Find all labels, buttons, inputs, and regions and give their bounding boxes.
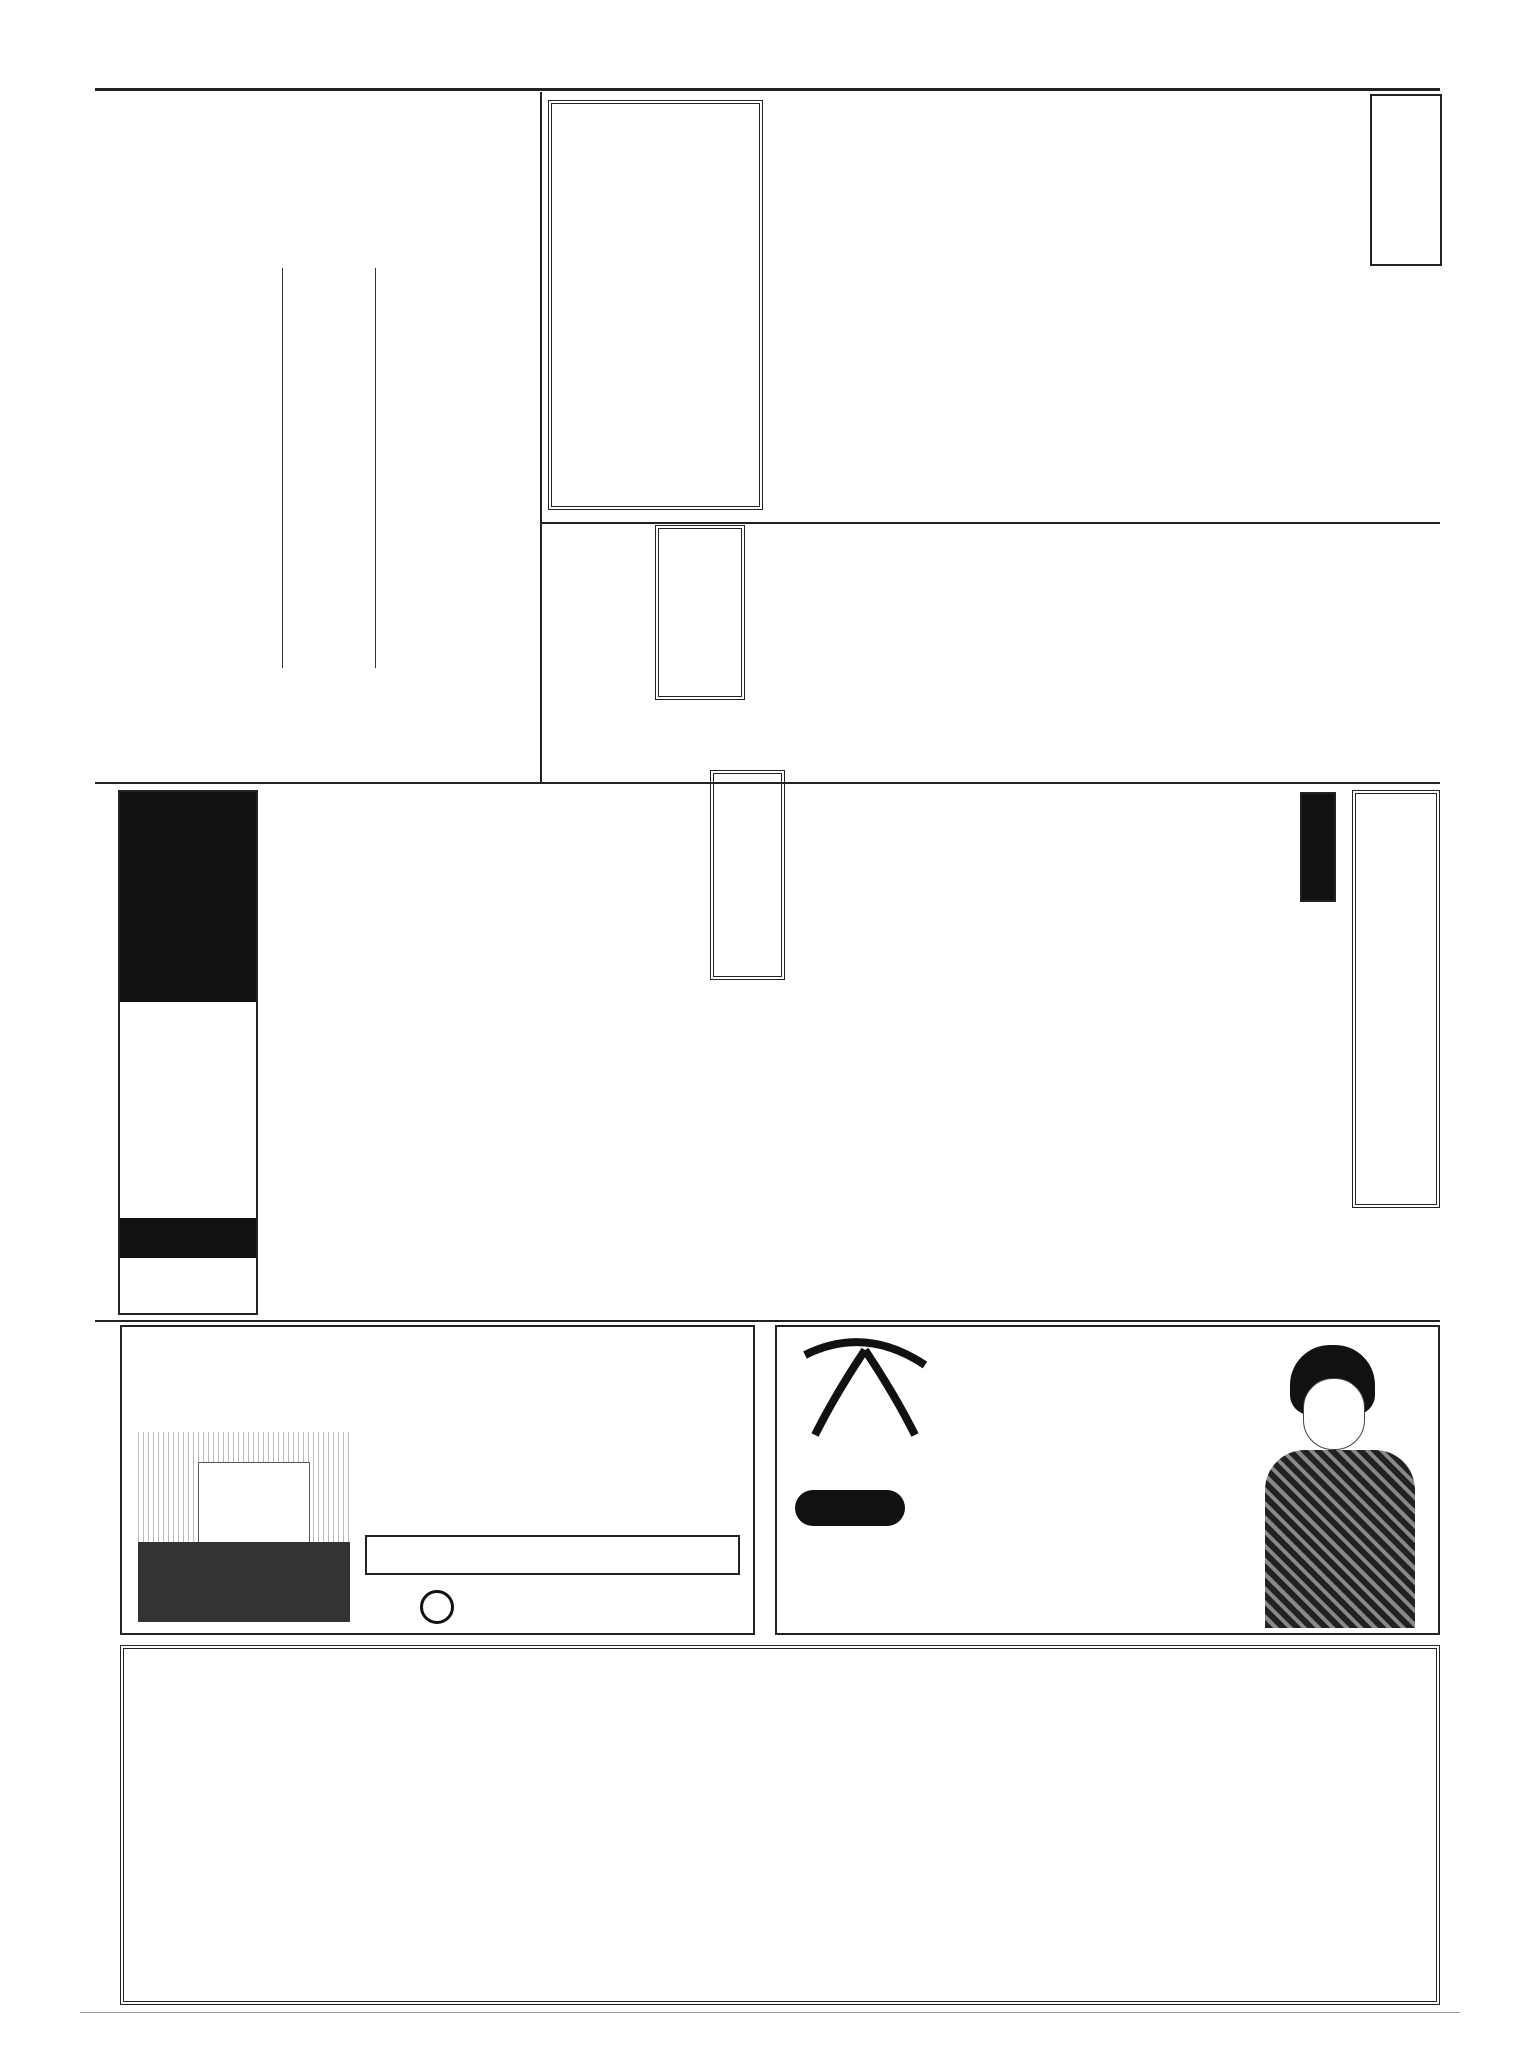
ribbon-svg bbox=[795, 1335, 935, 1445]
dokusho-body bbox=[550, 790, 1345, 1280]
mid-left-text bbox=[262, 790, 542, 1280]
haiku-series-poems bbox=[586, 132, 706, 492]
hikawa-logo-icon bbox=[420, 1590, 454, 1624]
header-rule bbox=[95, 88, 1440, 91]
ribbon-icon bbox=[795, 1335, 935, 1445]
model-face bbox=[1303, 1378, 1365, 1450]
hikawa-photo bbox=[138, 1432, 350, 1622]
brush-sign bbox=[282, 268, 376, 668]
model-kimono bbox=[1265, 1450, 1415, 1628]
tanka-title-frame bbox=[1370, 94, 1442, 266]
trees-shape bbox=[138, 1542, 350, 1622]
model-photo bbox=[1245, 1340, 1430, 1628]
tanka-bottom-rule bbox=[540, 522, 1440, 524]
shaddy-brand bbox=[795, 1490, 905, 1526]
haiku-kai-poems bbox=[548, 528, 1438, 778]
kashiwaya-shop bbox=[120, 1218, 256, 1258]
hikawa-banner bbox=[365, 1535, 740, 1575]
mid-rule bbox=[95, 782, 1440, 784]
kashiwaya-slogan-bg bbox=[120, 792, 256, 1002]
ikebana-frame bbox=[120, 1645, 1440, 2005]
footer-rule bbox=[80, 2012, 1460, 2013]
dokusho-title-frame bbox=[1352, 790, 1440, 1208]
essay-divider bbox=[540, 92, 542, 782]
tanka-poems bbox=[770, 98, 1365, 518]
ad-rule bbox=[95, 1320, 1440, 1322]
